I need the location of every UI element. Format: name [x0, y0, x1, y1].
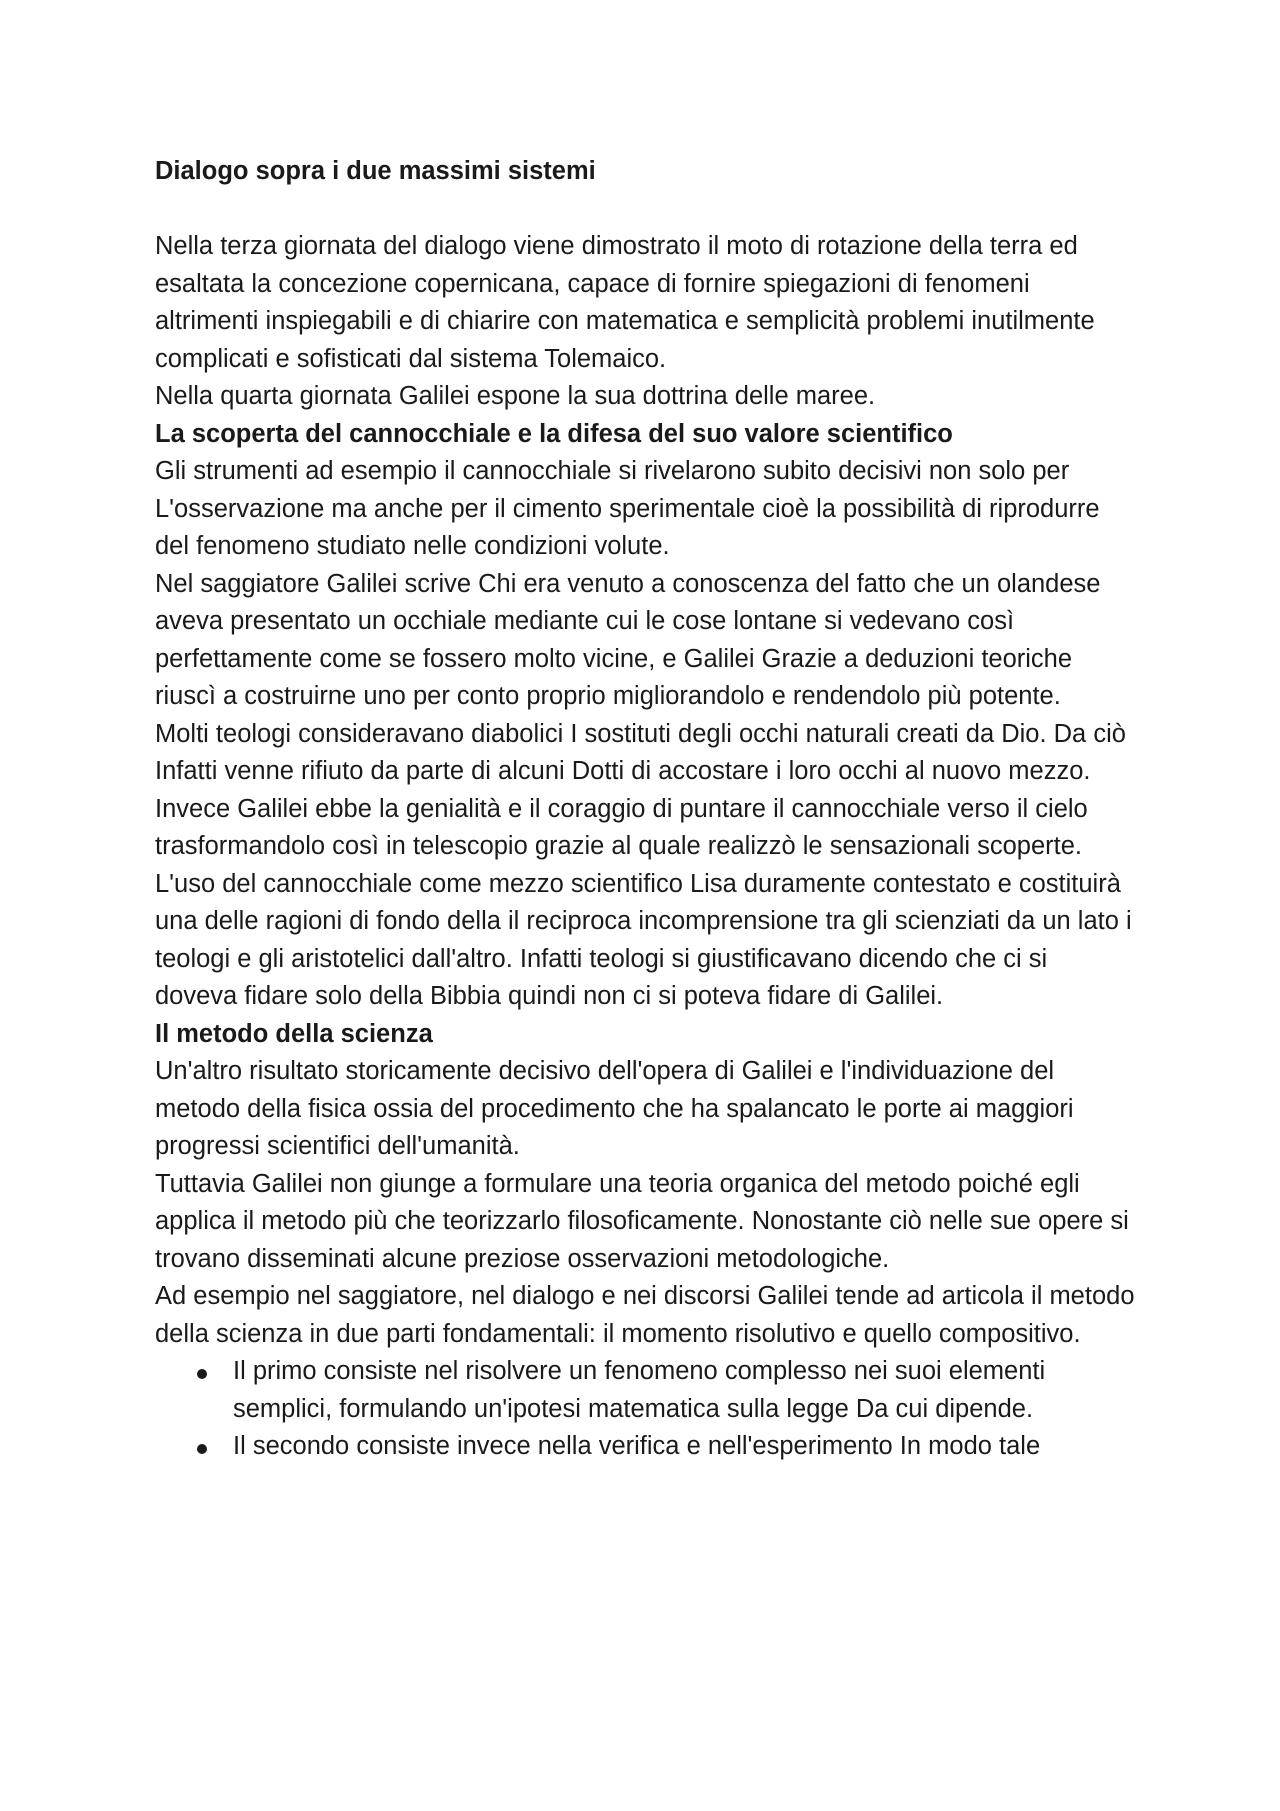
paragraph: Nel saggiatore Galilei scrive Chi era venuto a conoscenza del fatto che un olandese aveva presentato un occhiale mediante cui le cose lontane si vedevano così perfettamente come se fossero molto vicine, e Galilei Grazie a deduzioni teoriche riuscì a costruirne uno per conto proprio migliorandolo e rendendolo più potente.	[155, 569, 1101, 710]
paragraph: Invece Galilei ebbe la genialità e il coraggio di puntare il cannocchiale verso il cielo trasformandolo così in telescopio grazie al quale realizzò le sensazionali scoperte.	[155, 794, 1088, 860]
document-title: Dialogo sopra i due massimi sistemi	[155, 157, 596, 185]
paragraph: Molti teologi consideravano diabolici I sostituti degli occhi naturali creati da Dio. Da ciò Infatti venne rifiuto da parte di alcuni Dotti di accostare i loro occhi al nuovo mezzo.	[155, 719, 1126, 785]
list-item	[233, 1428, 1135, 1466]
section-heading: Il metodo della scienza	[155, 1019, 433, 1048]
paragraph: Nella terza giornata del dialogo viene dimostrato il moto di rotazione della terra ed esaltata la concezione copernicana, capace di fornire spiegazioni di fenomeni altrimenti inspiegabili e di chiarire con matematica e semplicità problemi inutilmente complicati e sofisticati dal sistema Tolemaico.	[155, 232, 1095, 373]
paragraph: L'uso del cannocchiale come mezzo scientifico Lisa duramente contestato e costituirà una delle ragioni di fondo della il reciproca incomprensione tra gli scienziati da un lato i teologi e gli aristotelici dall'altro. Infatti teologi si giustificavano dicendo che ci si doveva fidare solo della Bibbia quindi non ci si poteva fidare di Galilei.	[155, 869, 1132, 1010]
document-page	[155, 153, 1135, 1466]
paragraph: Ad esempio nel saggiatore, nel dialogo e nei discorsi Galilei tende ad articola il metodo della scienza in due parti fondamentali: il momento risolutivo e quello compositivo.	[155, 1282, 1135, 1348]
paragraph: Nella quarta giornata Galilei espone la sua dottrina delle maree.	[155, 382, 876, 410]
list-item-text: Il primo consiste nel risolvere un fenomeno complesso nei suoi elementi semplici, formulando un'ipotesi matematica sulla legge Da cui dipende.	[233, 1357, 1046, 1423]
list-item	[233, 1353, 1135, 1428]
list-item-text: Il secondo consiste invece nella verifica e nell'esperimento In modo tale	[233, 1432, 1041, 1460]
bullet-icon	[197, 1444, 207, 1454]
paragraph: Tuttavia Galilei non giunge a formulare una teoria organica del metodo poiché egli applica il metodo più che teorizzarlo filosoficamente. Nonostante ciò nelle sue opere si trovano disseminati alcune preziose osservazioni metodologiche.	[155, 1169, 1129, 1273]
paragraph: Gli strumenti ad esempio il cannocchiale si rivelarono subito decisivi non solo per L'osservazione ma anche per il cimento sperimentale cioè la possibilità di riprodurre del fenomeno studiato nelle condizioni volute.	[155, 457, 1100, 560]
bullet-icon	[197, 1369, 207, 1379]
bullet-list	[155, 1353, 1135, 1466]
paragraph: Un'altro risultato storicamente decisivo dell'opera di Galilei e l'individuazione del metodo della fisica ossia del procedimento che ha spalancato le porte ai maggiori progressi scientifici dell'umanità.	[155, 1057, 1074, 1160]
section-heading: La scoperta del cannocchiale e la difesa del suo valore scientifico	[155, 419, 953, 448]
